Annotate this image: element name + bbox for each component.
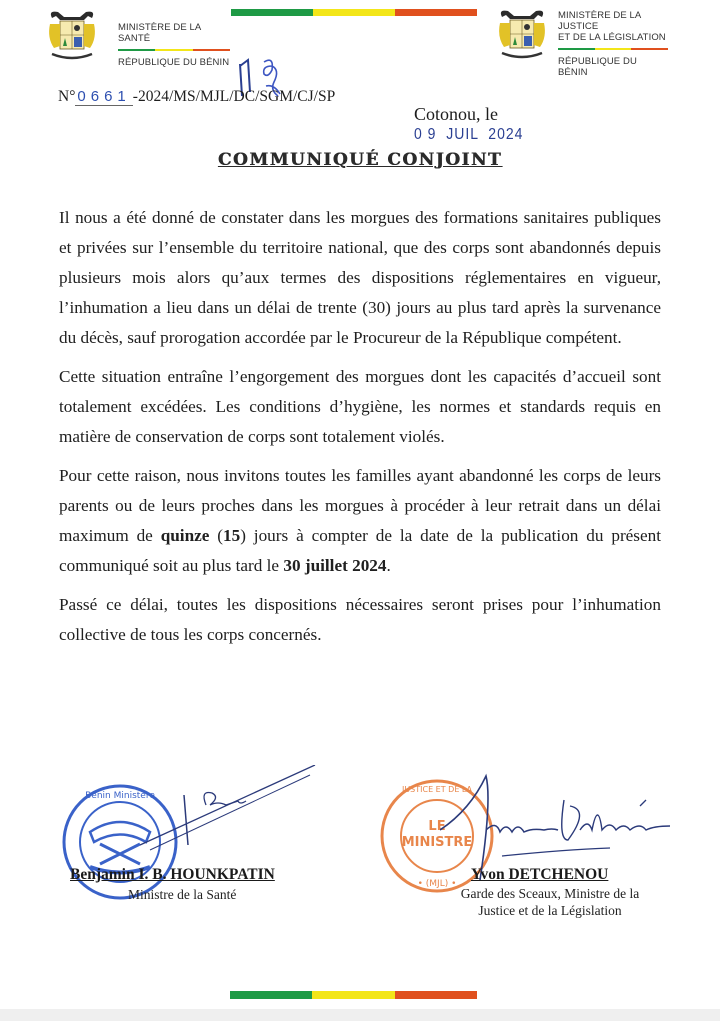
top-flag-bar (231, 9, 477, 16)
right-coat-of-arms-icon (494, 7, 550, 66)
paragraph-3-text: Pour cette raison, nous invitons toutes les familles ayant abandonné les corps de leurs parents ou de leurs proches dans les morgues à procéder à leur retrait dans un délai maximum de (59, 466, 661, 545)
deadline-days-word: quinze (160, 526, 210, 545)
left-mini-flag-bar (118, 49, 230, 51)
dateline-place: Cotonou, le (414, 104, 498, 124)
health-minister-title: Ministre de la Santé (128, 887, 237, 902)
svg-text:LE: LE (428, 819, 446, 834)
page-bottom-margin (0, 1009, 720, 1021)
paragraph-3-text: ( (209, 526, 224, 545)
right-ministry-name-line2: ET DE LA LÉGISLATION (558, 32, 666, 43)
right-mini-flag-bar (558, 48, 668, 50)
paragraph-3-text: ) jours à compter de la date de la publication du présent communiqué soit au plus tard le (59, 526, 661, 575)
health-minister-name: Benjamin I. B. HOUNKPATIN (70, 866, 275, 883)
paragraph-1: Il nous a été donné de constater dans les morgues des formations sanitaires publiques et privées sur l’ensemble du territoire national, que des corps sont abandonnés depuis plusieurs mois alors qu’aux termes des dispositions réglementaires en vigueur, l’inhumation a lieu dans un délai de trente (30) jours au plus tard après la survenance du décès, sauf prorogation accordée par le Procureur de la République compétent. (59, 208, 661, 347)
justice-minister-title-line1: Garde des Sceaux, Ministre de la (460, 886, 640, 901)
right-republic-name: RÉPUBLIQUE DU BÉNIN (558, 56, 637, 78)
reference-line (58, 88, 335, 106)
bottom-flag-bar (230, 991, 477, 999)
left-coat-of-arms-icon (44, 8, 100, 67)
date-stamp: 0 9 JUIL 2024 (414, 123, 524, 143)
svg-text:MINISTRE: MINISTRE (401, 835, 473, 850)
document-title: COMMUNIQUÉ CONJOINT (217, 150, 503, 170)
reference-number: 0661 (77, 88, 131, 105)
left-republic-name: RÉPUBLIQUE DU BÉNIN (118, 57, 230, 68)
left-ministry-header (118, 22, 230, 68)
right-ministry-name-line1: MINISTÈRE DE LA JUSTICE (558, 10, 641, 32)
svg-text:Bénin Ministère: Bénin Ministère (85, 791, 155, 801)
paragraph-3 (59, 461, 661, 581)
dateline (406, 86, 523, 143)
deadline-days-number: 15 (223, 526, 241, 545)
justice-minister-name: Yvon DETCHENOU (471, 866, 609, 883)
justice-minister-title (450, 885, 650, 919)
svg-text:• (MJL) •: • (MJL) • (417, 879, 457, 889)
health-minister-signature-icon (140, 765, 320, 860)
left-ministry-name: MINISTÈRE DE LA SANTÉ (118, 22, 201, 44)
svg-text:JUSTICE ET DE LA: JUSTICE ET DE LA (401, 785, 473, 794)
reference-suffix: -2024/MS/MJL/DC/SGM/CJ/SP (132, 88, 336, 105)
right-ministry-header (558, 10, 668, 78)
paragraph-4: Passé ce délai, toutes les dispositions nécessaires seront prises pour l’inhumation collective de tous les corps concernés. (59, 595, 661, 644)
justice-minister-title-line2: Justice et de la Législation (478, 903, 622, 918)
reference-prefix: N° (58, 88, 76, 105)
paragraph-3-text: . (386, 556, 391, 575)
document-body (59, 203, 661, 659)
deadline-date: 30 juillet 2024 (283, 556, 387, 575)
paragraph-2: Cette situation entraîne l’engorgement des morgues dont les capacités d’accueil sont totalement excédées. Les conditions d’hygiène, les normes et standards requis en matière de conservation de corps sont totalement violés. (59, 367, 661, 446)
